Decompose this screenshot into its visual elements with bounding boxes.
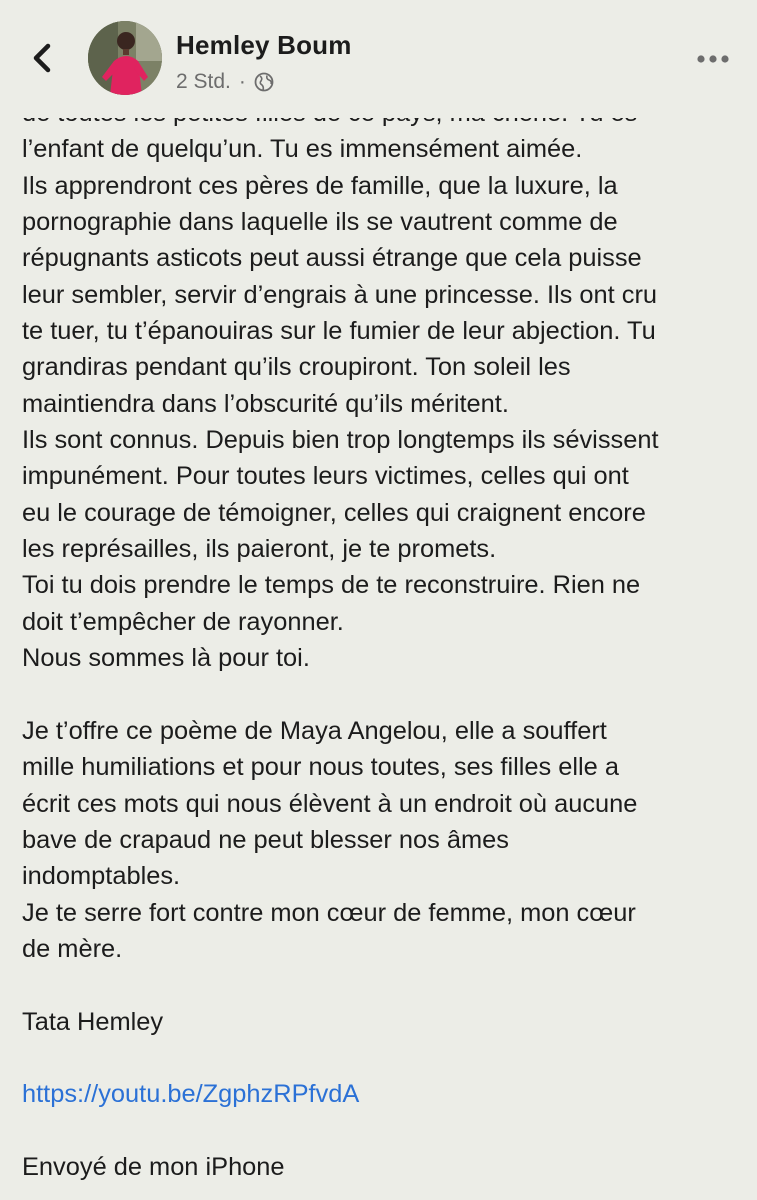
paragraph-gap — [22, 677, 742, 713]
globe-icon — [254, 72, 274, 92]
avatar-image — [88, 21, 162, 95]
post-line: écrit ces mots qui nous élèvent à un endroit où aucune — [22, 789, 638, 818]
post-line: leur sembler, servir d’engrais à une princesse. Ils ont cru — [22, 280, 658, 309]
post-line: Ils sont connus. Depuis bien trop longtemps ils sévissent — [22, 426, 659, 455]
post-line: répugnants asticots peut aussi étrange que cela puisse — [22, 244, 642, 273]
post-line: Nous sommes là pour toi. — [22, 644, 310, 673]
meta-separator: · — [238, 70, 246, 93]
post-line: bave de crapaud ne peut blesser nos âmes — [22, 825, 509, 854]
ellipsis-icon[interactable] — [694, 52, 734, 66]
post-line: impunément. Pour toutes leurs victimes, celles qui ont — [22, 462, 629, 491]
sign-off: Tata Hemley — [22, 1007, 164, 1036]
post-line: l’enfant de quelqu’un. Tu es immensément aimée. — [22, 135, 583, 164]
post-line: te tuer, tu t’épanouiras sur le fumier de leur abjection. Tu — [22, 317, 656, 346]
post-meta — [176, 70, 274, 94]
paragraph-gap — [22, 967, 742, 1003]
post-line: les représailles, ils paieront, je te promets. — [22, 535, 497, 564]
post-line: indomptables. — [22, 862, 181, 891]
post-line: Toi tu dois prendre le temps de te reconstruire. Rien ne — [22, 571, 641, 600]
youtube-link[interactable]: https://youtu.be/ZgphzRPfvdA — [22, 1080, 360, 1109]
post-line: Je t’offre ce poème de Maya Angelou, elle a souffert — [22, 716, 607, 745]
paragraph-gap — [22, 1113, 742, 1149]
post-line: Ils apprendront ces pères de famille, que la luxure, la — [22, 171, 618, 200]
post-header — [0, 0, 757, 118]
post-line: mille humiliations et pour nous toutes, ses filles elle a — [22, 753, 619, 782]
post-line: eu le courage de témoigner, celles qui craignent encore — [22, 498, 646, 527]
post-line: grandiras pendant qu’ils croupiront. Ton soleil les — [22, 353, 571, 382]
avatar[interactable] — [88, 21, 162, 95]
post-body — [22, 95, 742, 1185]
post-line: maintiendra dans l’obscurité qu’ils méritent. — [22, 389, 509, 418]
post-line: de mère. — [22, 934, 123, 963]
post-line: Je te serre fort contre mon cœur de femme, mon cœur — [22, 898, 636, 927]
chevron-left-icon[interactable] — [26, 38, 62, 78]
post-line: doit t’empêcher de rayonner. — [22, 607, 344, 636]
post-time[interactable]: 2 Std. — [176, 70, 231, 93]
post-line: pornographie dans laquelle ils se vautrent comme de — [22, 208, 618, 237]
device-signature: Envoyé de mon iPhone — [22, 1152, 285, 1181]
paragraph-gap — [22, 1040, 742, 1076]
author-name[interactable]: Hemley Boum — [176, 30, 352, 60]
